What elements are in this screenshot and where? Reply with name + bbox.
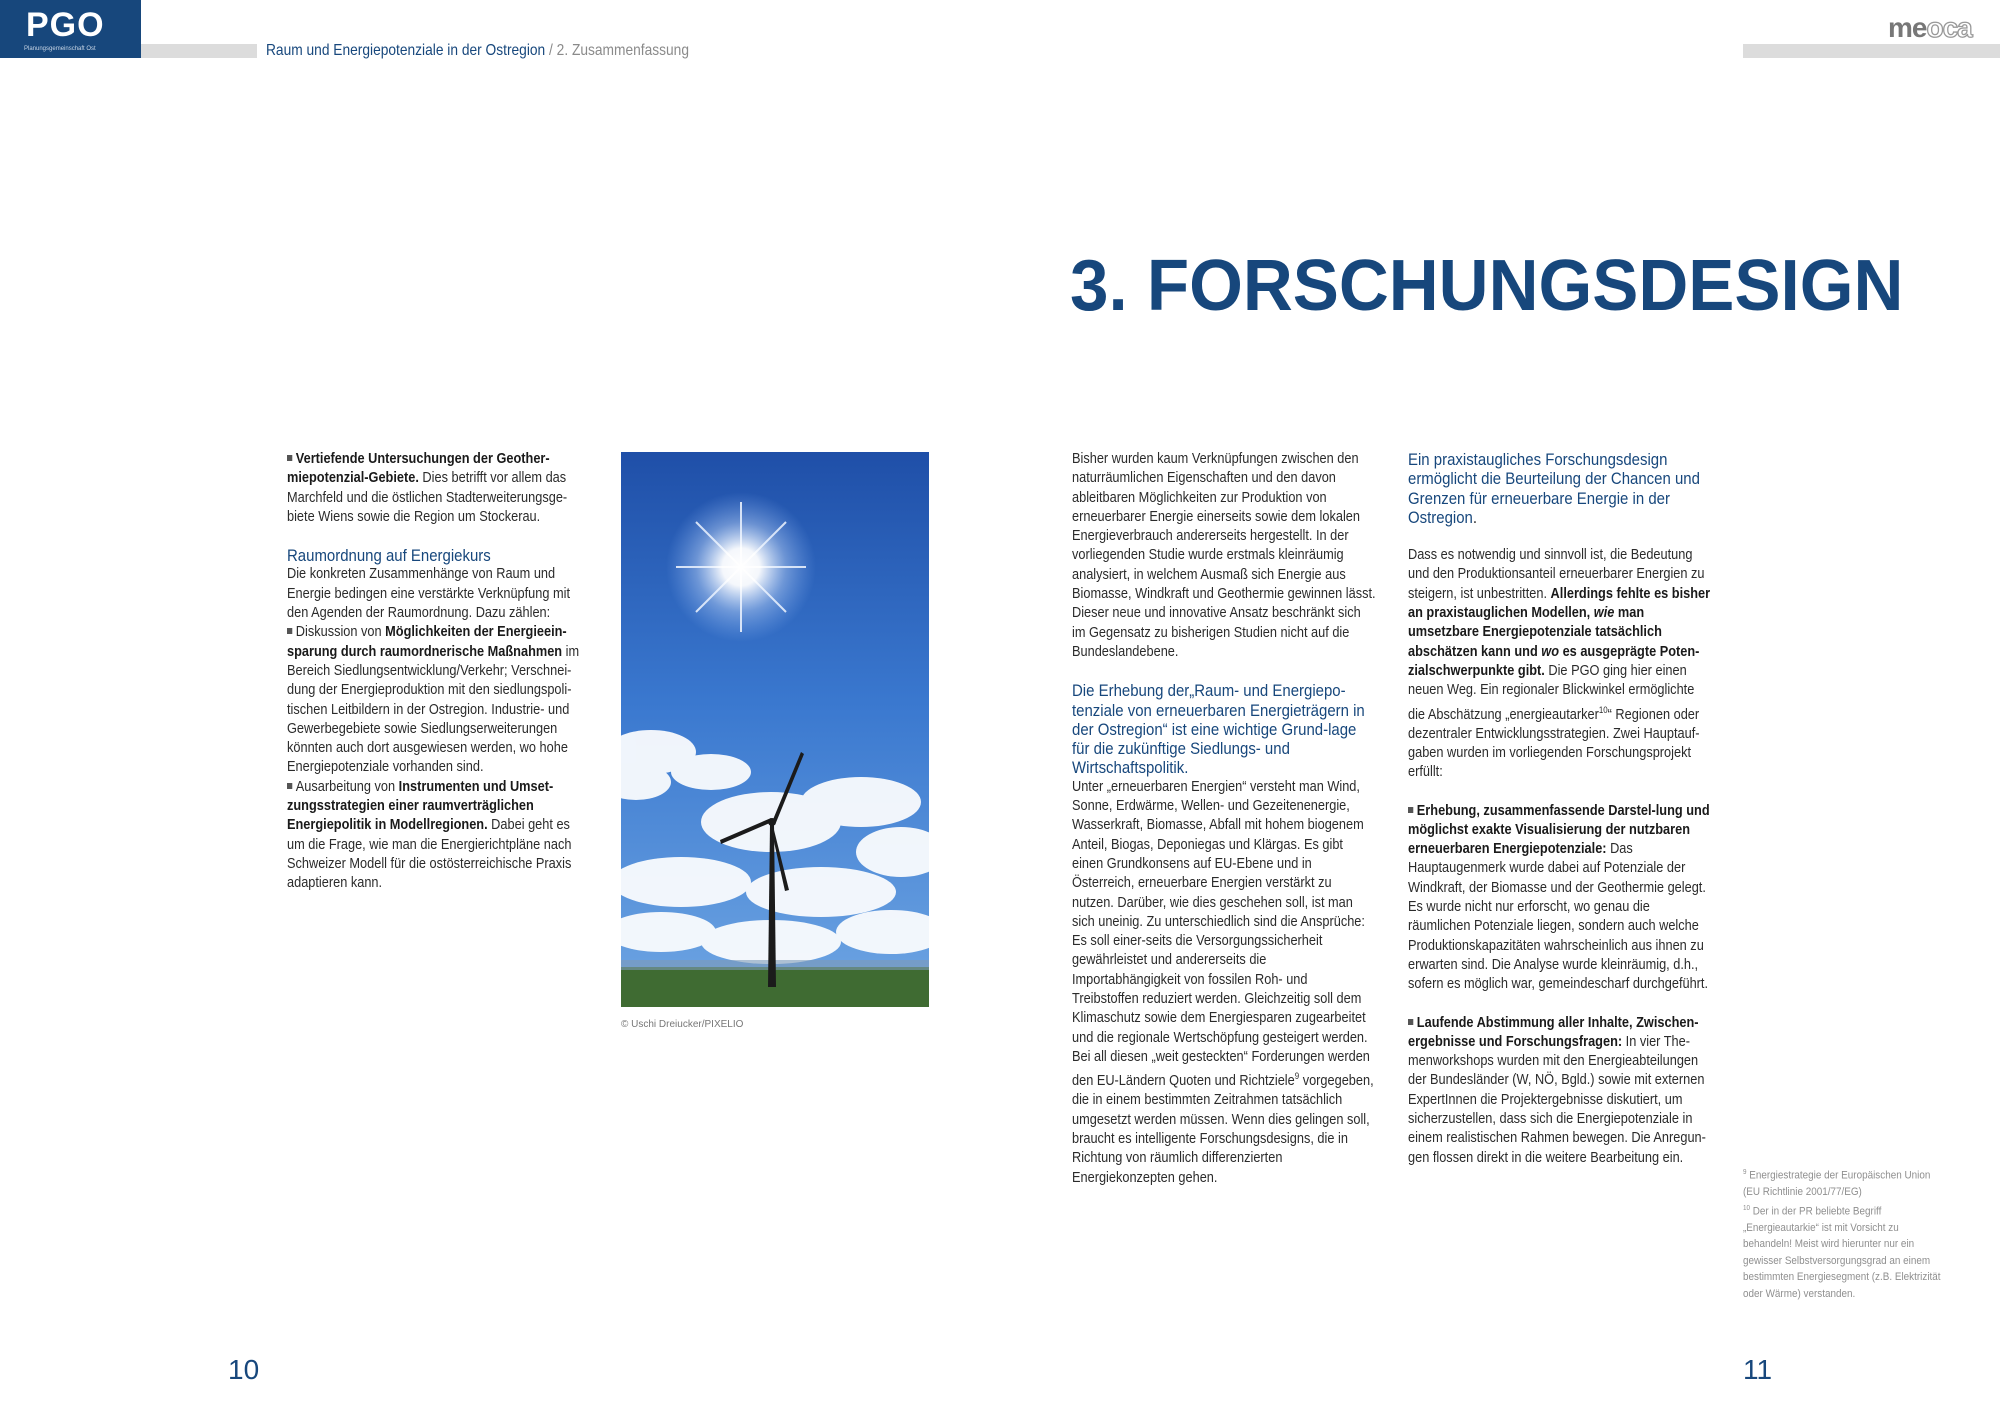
para-bold-1: Allerdings fehlte es bisher an praxistauglichen Modellen, bbox=[1408, 585, 1711, 622]
para-bold-2: man umsetzbare Energiepotenziale tatsächlich abschätzen kann und bbox=[1408, 605, 1662, 660]
footnote-number: 10 bbox=[1743, 1204, 1751, 1212]
bullet-instrumente bbox=[287, 778, 586, 894]
bullet-square-icon bbox=[1408, 1019, 1413, 1025]
footnote-text: Der in der PR beliebte Begriff „Energieautarkie“ ist mit Vorsicht zu behandeln! Meist wird hierunter nur ein gewisser Selbstversorgungsgrad an einem bestimmten Energiesegment (z.B. Elektrizität oder Wärme) verstanden. bbox=[1743, 1205, 1941, 1300]
footnote-9 bbox=[1743, 1165, 1941, 1201]
pgo-logo bbox=[0, 0, 141, 58]
page-number-left: 10 bbox=[228, 1354, 260, 1385]
bullet-energieeinsparung bbox=[287, 623, 586, 777]
footnote-text: Energiestrategie der Europäischen Union (EU Richtlinie 2001/77/EG) bbox=[1743, 1169, 1931, 1199]
bullet-bold: Laufende Abstimmung aller Inhalte, Zwischen-ergebnisse und Forschungsfragen: bbox=[1408, 1014, 1699, 1050]
para-text-b: Die PGO ging hier einen neuen Weg. Ein regionaler Blickwinkel ermöglichte die Abschätzung „energieautarker bbox=[1408, 662, 1695, 723]
header-bar-right bbox=[1743, 44, 2000, 58]
intro-paragraph: Die konkreten Zusammenhänge von Raum und Energie bedingen eine verstärkte Verknüpfung mit den Agenden der Raumordnung. Dazu zählen: bbox=[287, 566, 571, 622]
paragraph-text: Unter „erneuerbaren Energien“ versteht man Wind, Sonne, Erdwärme, Wellen- und Gezeitenenergie, Wasserkraft, Biomasse, Abfall mit hohem biogenem Anteil, Biogas, Deponiegas und Klärgas. Es gibt einen Grundkonsens auf EU-Ebene und in Österreich, erneuerbare Energien verstärkt zu nutzen. Darüber, wie dies geschehen soll, ist man sich uneinig. Zu unterschiedlich sind die Ansprüche: Es soll einer-seits die Versorgungssicherheit gewährleistet und andererseits die Importabhängigkeit von fossilen Roh- und Treibstoffen reduziert werden. Gleichzeitig soll dem Klimaschutz sowie dem Energiesparen zugearbeitet und die regionale Wertschöpfung gesteigert werden. Bei all diesen „weit gesteckten“ Forderungen werden den EU-Ländern Quoten und Richtziele bbox=[1072, 778, 1370, 1090]
header-bar-left bbox=[141, 44, 257, 58]
footnote-ref: 10 bbox=[1598, 704, 1608, 715]
footnote-10 bbox=[1743, 1201, 1941, 1303]
right-text-column bbox=[1408, 450, 1712, 1168]
photo-caption: © Uschi Dreiucker/PIXELIO bbox=[621, 1019, 744, 1030]
bullet-square-icon bbox=[287, 783, 292, 789]
para-italic-1: wie bbox=[1593, 605, 1615, 622]
highlight-statement: Die Erhebung der„Raum- und Energiepo-tenziale von erneuerbaren Energieträgern in der Ostregion“ ist eine wichtige Grund-lage für die zukünftige Siedlungs- und Wirtschaftspolitik. bbox=[1072, 681, 1365, 778]
lead-statement bbox=[1408, 450, 1712, 527]
middle-text-column bbox=[1072, 450, 1376, 1188]
lead-period: . bbox=[1472, 507, 1478, 527]
page-number-right: 11 bbox=[1743, 1354, 1773, 1385]
bullet-square-icon bbox=[287, 628, 292, 634]
footnotes bbox=[1743, 1165, 1941, 1302]
bullet-bold: Möglichkeiten der Energieein-sparung durch raumordnerische Maßnahmen bbox=[287, 624, 567, 660]
bullet-pre: Diskussion von bbox=[295, 624, 386, 641]
running-header bbox=[266, 42, 689, 60]
logo-subtitle: Planungsgemeinschaft Ost bbox=[24, 46, 96, 52]
running-header-sub: / 2. Zusammenfassung bbox=[545, 42, 689, 59]
bullet-bold: Vertiefende Untersuchungen der Geother-miepotenzial-Gebiete. bbox=[287, 451, 550, 487]
para-bold-3: es ausgeprägte Poten-zialschwerpunkte gibt. bbox=[1408, 643, 1700, 679]
logo-text: PGO bbox=[26, 6, 105, 44]
bullet-text: Das Hauptaugenmerk wurde dabei auf Potenziale der Windkraft, der Biomasse und der Geothermie gelegt. Es wurde nicht nur erforscht, wo genau die räumlichen Potenziale liegen, sondern auch welche Produktionskapazitäten wahrscheinlich aus ihnen zu erwarten sind. Die Analyse wurde kleinräumig, d.h., sofern es möglich war, gemeindescharf durchgeführt. bbox=[1408, 841, 1709, 993]
bullet-text: Dies betrifft vor allem das Marchfeld und die östlichen Stadterweiterungsge-biete Wiens sowie die Region um Stockerau. bbox=[287, 470, 568, 525]
brand-part-b: oca bbox=[1926, 12, 1972, 43]
footnote-ref: 9 bbox=[1294, 1071, 1300, 1082]
para-text-c: “ Regionen oder dezentraler Entwicklungsstrategien. Zwei Hauptauf-gaben wurden im vorliegenden Forschungsprojekt erfüllt: bbox=[1408, 706, 1700, 781]
left-text-column bbox=[287, 450, 586, 894]
bullet-geothermie bbox=[287, 450, 586, 527]
bullet-bold: Instrumenten und Umset-zungsstrategien einer raumverträglichen Energiepolitik in Modellregionen. bbox=[287, 778, 554, 834]
brand-part-a: me bbox=[1888, 12, 1927, 43]
bullet-pre: Ausarbeitung von bbox=[295, 778, 399, 795]
section-title: 3. FORSCHUNGSDESIGN bbox=[1070, 246, 1904, 326]
bullet-bold: Erhebung, zusammenfassende Darstel-lung und möglichst exakte Visualisierung der nutzbaren erneuerbaren Energiepotenziale: bbox=[1408, 802, 1710, 858]
wind-turbine-photo bbox=[621, 452, 929, 1007]
bullet-abstimmung bbox=[1408, 1014, 1712, 1168]
running-header-main: Raum und Energiepotenziale in der Ostregion bbox=[266, 42, 546, 59]
para-text-a: Dass es notwendig und sinnvoll ist, die Bedeutung und den Produktionsanteil erneuerbarer Energien zu steigern, ist unbestritten. bbox=[1408, 547, 1705, 602]
bullet-square-icon bbox=[1408, 807, 1413, 813]
meoca-logo bbox=[1888, 12, 1972, 44]
bullet-text: Dabei geht es um die Frage, wie man die Energierichtpläne nach Schweizer Modell für die ostösterreichische Praxis adaptieren kann. bbox=[287, 817, 572, 892]
footnote-number: 9 bbox=[1743, 1169, 1747, 1176]
lead-text: Ein praxistaugliches Forschungsdesign ermöglicht die Beurteilung der Chancen und Grenzen für erneuerbare Energie in der Ostregion bbox=[1408, 450, 1700, 527]
subheading-raumordnung: Raumordnung auf Energiekurs bbox=[287, 546, 491, 566]
bullet-text: In vier The-menworkshops wurden mit den Energieabteilungen der Bundesländer (W, NÖ, Bgld.) sowie mit externen ExpertInnen die Projektergebnisse diskutiert, um sicherzustellen, dass sich die Energiepotenziale in einem realistischen Rahmen bewegen. Die Anregun-gen flossen direkt in die weitere Bearbeitung ein. bbox=[1408, 1033, 1706, 1166]
bullet-square-icon bbox=[287, 455, 292, 461]
paragraph-forschungsdesign bbox=[1408, 546, 1712, 782]
para-italic-2: wo bbox=[1541, 643, 1560, 660]
bullet-text: im Bereich Siedlungsentwicklung/Verkehr; Verschnei-dung der Energieproduktion mit den siedlungspoli-tischen Leitbildern in der Ostregion. Industrie- und Gewerbegebiete sowie Siedlungserweiterungen könnten auch dort ausgewiesen werden, wo hohe Energiepotenziale vorhanden sind. bbox=[287, 643, 580, 776]
bullet-erhebung bbox=[1408, 802, 1712, 995]
paragraph-erneuerbare bbox=[1072, 778, 1376, 1188]
paragraph-intro: Bisher wurden kaum Verknüpfungen zwischen den naturräumlichen Eigenschaften und den davon ableitbaren Möglichkeiten zur Produktion von erneuerbarer Energie einerseits sowie dem lokalen Energieverbrauch andererseits hergestellt. In der vorliegenden Studie wurde erstmals kleinräumig analysiert, in welchem Ausmaß sich Energie aus Biomasse, Windkraft und Geothermie gewinnen lässt. Dieser neue und innovative Ansatz beschränkt sich im Gegensatz zu bisherigen Studien nicht auf die Bundeslandebene. bbox=[1072, 451, 1376, 660]
paragraph-text-end: vorgegeben, die in einem bestimmten Zeitrahmen tatsächlich umgesetzt werden müssen. Wenn dies gelingen soll, braucht es intelligente Forschungsdesigns, die in Richtung von räumlich differenzierten Energiekonzepten gehen. bbox=[1072, 1073, 1374, 1186]
